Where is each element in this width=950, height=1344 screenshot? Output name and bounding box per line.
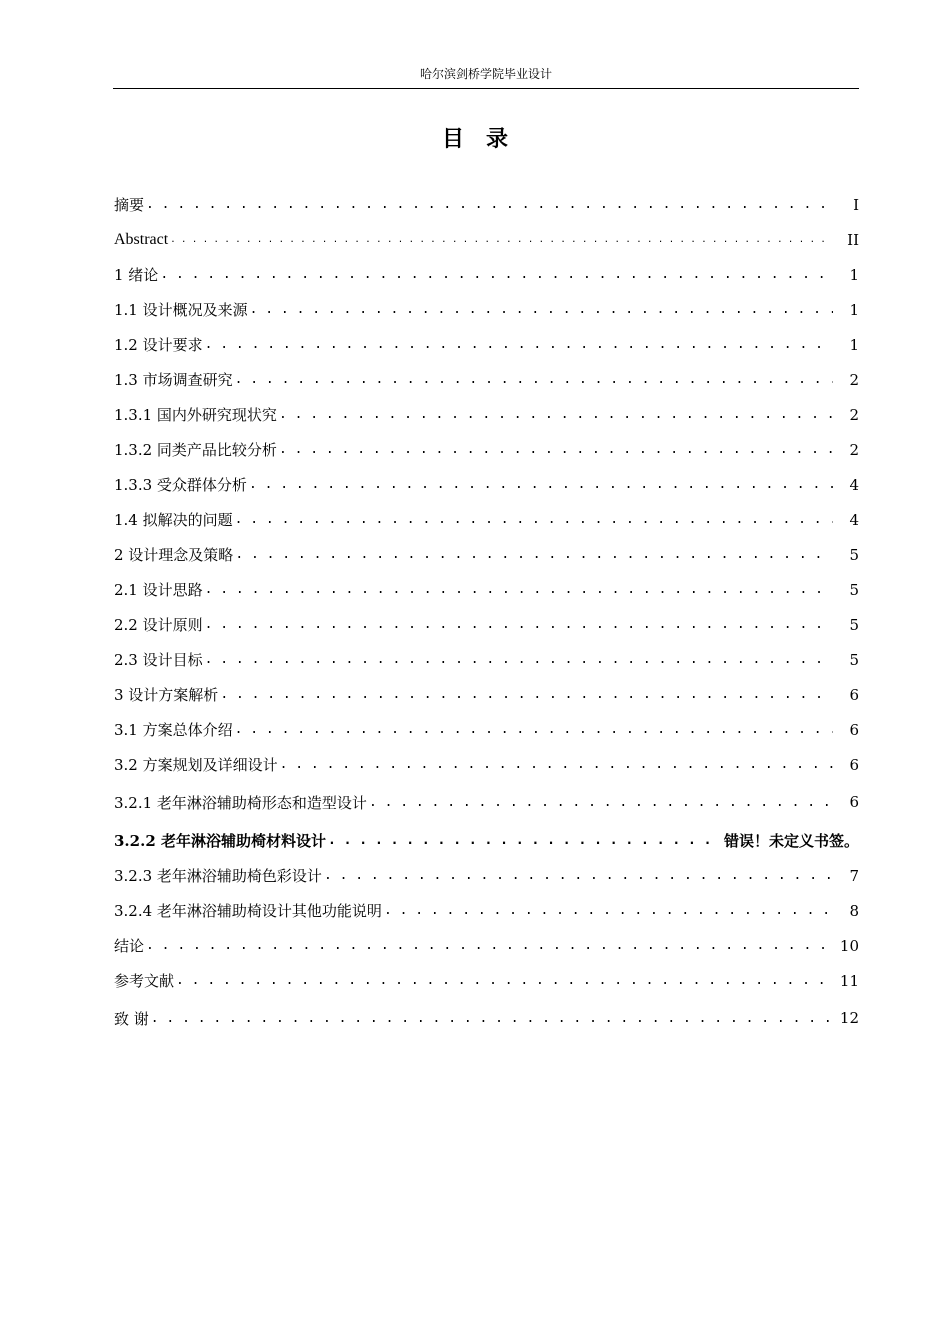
toc-entry-page: 6 (849, 720, 859, 739)
toc-leader (279, 407, 833, 422)
toc-entry[interactable] (114, 292, 859, 327)
toc-entry-label: 参考文献 (114, 972, 175, 990)
toc-entry-page: 5 (849, 545, 859, 564)
toc-entry[interactable] (114, 893, 859, 928)
toc-entry-label: 1.3.1 国内外研究现状究 (114, 406, 277, 424)
toc-leader (235, 512, 833, 527)
toc-leader (205, 337, 833, 352)
toc-entry-label: 致 谢 (114, 1009, 149, 1028)
toc-leader (279, 442, 833, 457)
toc-entry-label: Abstract (114, 230, 169, 248)
toc-entry-label: 3 设计方案解析 (114, 686, 219, 704)
toc-leader (146, 197, 833, 212)
toc-entry[interactable] (114, 642, 859, 677)
toc-entry[interactable] (114, 607, 859, 642)
toc-leader (176, 973, 830, 988)
toc-leader (235, 547, 833, 562)
toc-entry[interactable] (114, 432, 859, 467)
toc-entry-label: 1.1 设计概况及来源 (114, 301, 248, 319)
toc-entry[interactable] (114, 963, 859, 998)
toc-entry-label: 2.1 设计思路 (114, 581, 203, 599)
toc-entry-label: 3.2.1 老年淋浴辅助椅形态和造型设计 (114, 793, 367, 812)
toc-leader (205, 617, 833, 632)
toc-leader (160, 267, 833, 282)
toc-entry-page: 7 (849, 866, 859, 885)
toc-entry-page: 4 (849, 510, 859, 529)
toc-leader (151, 1011, 830, 1026)
toc-entry-label: 2.3 设计目标 (114, 651, 203, 669)
toc-entry-page: 6 (849, 685, 859, 704)
toc-leader (220, 687, 833, 702)
toc-entry[interactable] (114, 397, 859, 432)
toc-entry-label: 3.2.2 老年淋浴辅助椅材料设计 (114, 831, 326, 850)
toc-entry[interactable] (114, 747, 859, 782)
toc-leader (328, 833, 714, 848)
toc-entry-page: 5 (849, 615, 859, 634)
toc-leader (205, 582, 833, 597)
toc-entry-label: 摘要 (114, 196, 145, 214)
toc-leader (369, 795, 833, 810)
toc-entry[interactable] (114, 858, 859, 893)
toc-entry[interactable] (114, 502, 859, 537)
toc-entry-page: 5 (849, 580, 859, 599)
toc-entry[interactable] (114, 187, 859, 222)
toc-leader (384, 903, 833, 918)
table-of-contents (114, 187, 859, 1038)
toc-entry-label: 2.2 设计原则 (114, 616, 203, 634)
toc-leader (170, 231, 833, 248)
toc-entry-page: 5 (849, 650, 859, 669)
toc-leader (249, 477, 833, 492)
toc-entry-page: 2 (849, 440, 859, 459)
toc-entry-label: 1.4 拟解决的问题 (114, 511, 233, 529)
toc-entry[interactable] (114, 572, 859, 607)
toc-entry-page: 12 (839, 1009, 859, 1027)
toc-entry-label: 1.3.3 受众群体分析 (114, 476, 247, 494)
toc-entry-page: 6 (849, 755, 859, 774)
toc-entry-label: 1.3.2 同类产品比较分析 (114, 441, 277, 459)
toc-leader (235, 372, 833, 387)
toc-entry-page: 2 (849, 370, 859, 389)
toc-entry-label: 1.3 市场调查研究 (114, 371, 233, 389)
toc-entry[interactable] (114, 998, 859, 1038)
toc-entry-page: 11 (839, 971, 859, 990)
toc-entry-page: 2 (849, 405, 859, 424)
toc-leader (205, 652, 833, 667)
toc-leader (146, 938, 830, 953)
toc-entry-label: 3.2.4 老年淋浴辅助椅设计其他功能说明 (114, 902, 382, 920)
page-title: 目录 (441, 126, 530, 152)
toc-entry-label: 3.1 方案总体介绍 (114, 721, 233, 739)
toc-leader (250, 302, 833, 317)
toc-entry[interactable] (114, 327, 859, 362)
toc-entry-label: 2 设计理念及策略 (114, 546, 234, 564)
toc-entry[interactable] (114, 782, 859, 822)
toc-entry-page: II (847, 230, 859, 249)
toc-entry-page: I (853, 195, 859, 214)
toc-entry[interactable] (114, 712, 859, 747)
toc-entry-label: 结论 (114, 937, 145, 955)
toc-entry[interactable] (114, 257, 859, 292)
toc-entry-label: 1.2 设计要求 (114, 336, 203, 354)
toc-entry-label: 3.2 方案规划及详细设计 (114, 756, 278, 774)
header-text: 哈尔滨剑桥学院毕业设计 (419, 67, 552, 81)
toc-entry-page: 10 (839, 936, 859, 955)
page-header (113, 64, 859, 89)
toc-entry[interactable] (114, 537, 859, 572)
toc-entry-page: 6 (849, 793, 859, 811)
toc-entry-page: 1 (849, 265, 859, 284)
toc-entry-page: 8 (849, 901, 859, 920)
toc-entry-page: 4 (849, 475, 859, 494)
toc-entry[interactable] (114, 677, 859, 712)
toc-leader (324, 868, 833, 883)
toc-entry[interactable] (114, 467, 859, 502)
toc-entry-page: 1 (849, 335, 859, 354)
toc-entry-page: 1 (849, 300, 859, 319)
toc-entry[interactable] (114, 222, 859, 257)
toc-leader (235, 722, 833, 737)
toc-entry[interactable] (114, 362, 859, 397)
toc-entry[interactable] (114, 928, 859, 963)
toc-error-message: 错误！未定义书签。 (723, 831, 859, 850)
toc-entry-error[interactable] (114, 822, 859, 858)
toc-entry-label: 1 绪论 (114, 266, 159, 284)
toc-entry-label: 3.2.3 老年淋浴辅助椅色彩设计 (114, 867, 322, 885)
toc-leader (280, 757, 833, 772)
